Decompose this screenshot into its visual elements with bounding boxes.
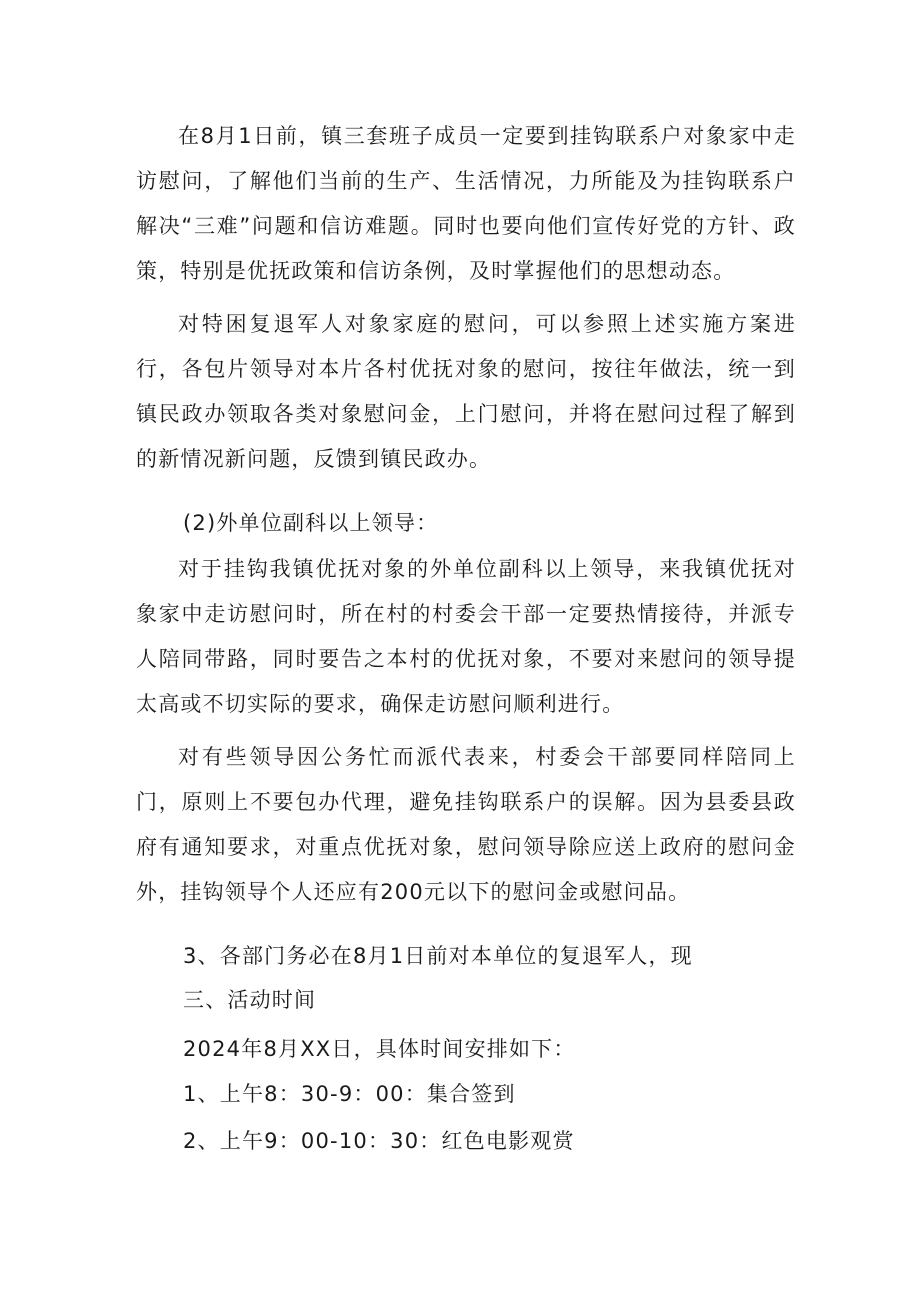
paragraph-visit-before-aug1: 在8月1日前，镇三套班子成员一定要到挂钩联系户对象家中走访慰问，了解他们当前的生产、生活情况，力所能及为挂钩联系户解决“三难”问题和信访难题。同时也要向他们宣传好党的方针、政策，特别是优抚政策和信访条例，及时掌握他们的思想动态。 bbox=[136, 124, 796, 283]
paragraph-outside-leaders-visit: 对于挂钩我镇优抚对象的外单位副科以上领导，来我镇优抚对象家中走访慰问时，所在村的村委会干部一定要热情接待，并派专人陪同带路，同时要告之本村的优抚对象，不要对来慰问的领导提太高或不切实际的要求，确保走访慰问顺利进行。 bbox=[136, 557, 796, 716]
schedule-item: 1、上午8：30-9：00：集合签到 bbox=[183, 1082, 516, 1106]
paragraph-representatives: 对有些领导因公务忙而派代表来，村委会干部要同样陪同上门，原则上不要包办代理，避免挂钩联系户的误解。因为县委县政府有通知要求，对重点优抚对象，慰问领导除应送上政府的慰问金外，挂钩领导个人还应有200元以下的慰问金或慰问品。 bbox=[136, 745, 796, 904]
paragraph-hardship-veterans: 对特困复退军人对象家庭的慰问，可以参照上述实施方案进行，各包片领导对本片各村优抚对象的慰问，按往年做法，统一到镇民政办领取各类对象慰问金，上门慰问，并将在慰问过程了解到的新情况新问题，反馈到镇民政办。 bbox=[136, 312, 796, 471]
section-3-title: 三、活动时间 bbox=[183, 988, 317, 1012]
item-3-departments: 3、各部门务必在8月1日前对本单位的复退军人，现 bbox=[183, 944, 693, 968]
subheading-outside-leaders: (2)外单位副科以上领导： bbox=[183, 511, 439, 535]
schedule-intro: 2024年8月XX日，具体时间安排如下： bbox=[183, 1037, 576, 1061]
schedule-item: 2、上午9：00-10：30：红色电影观赏 bbox=[183, 1129, 575, 1153]
